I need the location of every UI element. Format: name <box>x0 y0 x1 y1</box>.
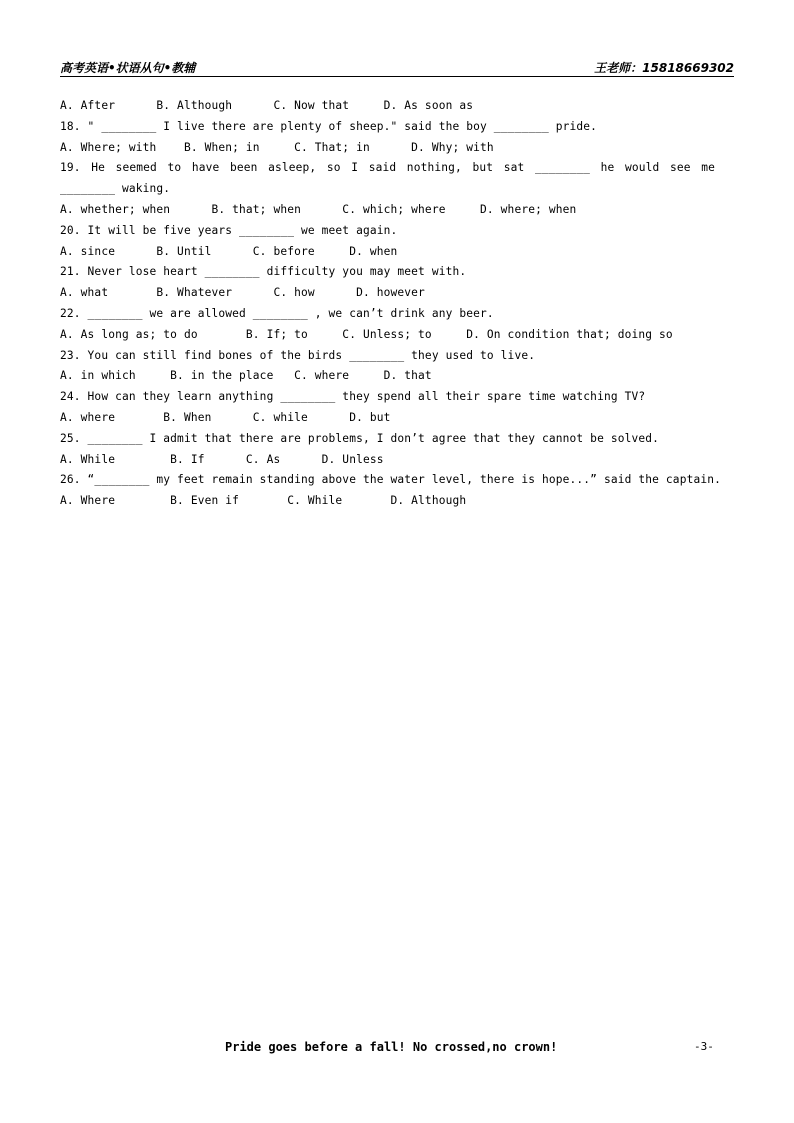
options-line-19: A. whether; when B. that; when C. which; where D. where; when <box>60 202 577 216</box>
question-25: 25. ________ I admit that there are problems, I don’t agree that they cannot be solved. <box>60 431 660 445</box>
header-teacher-contact: 王老师：15818669302 <box>594 61 734 75</box>
question-22: 22. ________ we are allowed ________ , we can’t drink any beer. <box>60 306 494 320</box>
question-24: 24. How can they learn anything ________ they spend all their spare time watching TV? <box>60 390 646 404</box>
options-line-21: A. what B. Whatever C. how D. however <box>60 286 425 300</box>
question-23: 23. You can still find bones of the birds ________ they used to live. <box>60 348 536 362</box>
question-content <box>60 96 750 512</box>
page-number: -3- <box>694 1040 714 1053</box>
options-line-18: A. Where; with B. When; in C. That; in D. Why; with <box>60 140 494 154</box>
question-20: 20. It will be five years ________ we meet again. <box>60 223 398 237</box>
question-19: 19. He seemed to have been asleep, so I said nothing, but sat ________ he would see me <box>60 161 715 175</box>
options-line-26: A. Where B. Even if C. While D. Although <box>60 494 467 508</box>
options-line-22: A. As long as; to do B. If; to C. Unless; to D. On condition that; doing so <box>60 327 673 341</box>
page-footer <box>0 1040 794 1056</box>
question-26: 26. “________ my feet remain standing above the water level, there is hope...” said the captain. <box>60 473 722 487</box>
question-18: 18. " ________ I live there are plenty of sheep." said the boy ________ pride. <box>60 119 598 133</box>
footer-motto: Pride goes before a fall! No crossed,no crown! <box>225 1040 558 1054</box>
question-19-continued: ________ waking. <box>60 182 171 196</box>
options-line-25: A. While B. If C. As D. Unless <box>60 452 384 466</box>
question-21: 21. Never lose heart ________ difficulty you may meet with. <box>60 265 467 279</box>
options-line-20: A. since B. Until C. before D. when <box>60 244 398 258</box>
options-line-24: A. where B. When C. while D. but <box>60 410 391 424</box>
header-title: 高考英语•状语从句•教辅 <box>60 61 196 75</box>
options-line-23: A. in which B. in the place C. where D. that <box>60 369 432 383</box>
page-header <box>60 58 734 77</box>
options-line-17: A. After B. Although C. Now that D. As soon as <box>60 99 474 112</box>
